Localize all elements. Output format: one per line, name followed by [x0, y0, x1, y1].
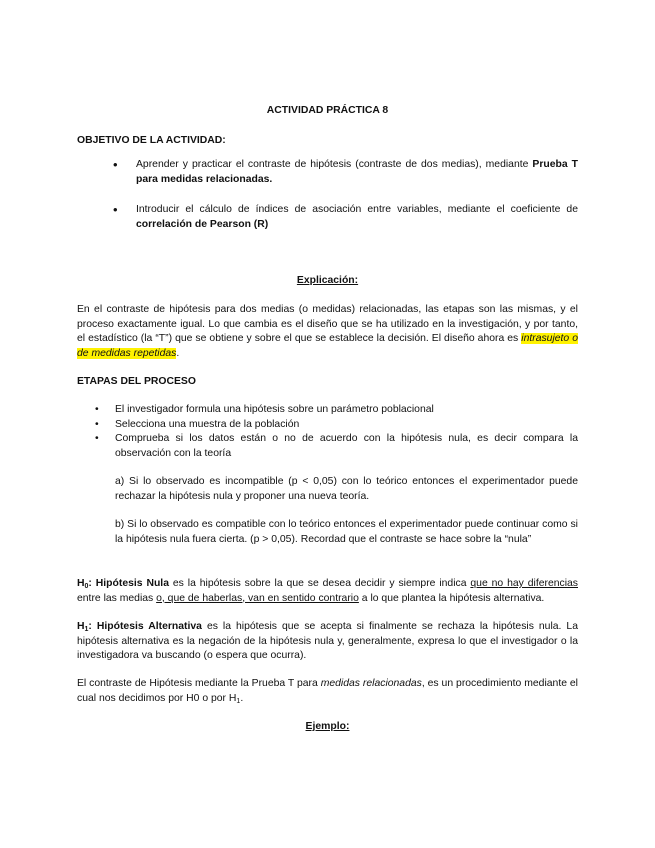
etapa-option-a: a) Si lo observado es incompatible (p < 0,05) con lo teórico entonces el experimentador puede rechazar la hipótesis nula y proponer una nueva teoría.	[115, 476, 578, 502]
ejemplo-heading: Ejemplo:	[305, 721, 350, 732]
explicacion-paragraph	[77, 303, 578, 361]
bullet-icon: •	[113, 157, 118, 172]
list-item	[95, 403, 578, 418]
bullet-icon: •	[113, 202, 118, 217]
highlighted-text: intrasujeto o de medidas repetidas	[77, 333, 578, 359]
h1-label: : Hipótesis Alternativa	[88, 621, 202, 632]
h0-text: a lo que plantea la hipótesis alternativa.	[358, 592, 545, 604]
etapa-option-b: b) Si lo observado es compatible con lo teórico entonces el experimentador puede continuar como si la hipótesis nula fuera cierta. (p > 0,05). Recordad que el contraste se hace sobre la “nula”	[115, 519, 578, 545]
h1-text: es la hipótesis que se acepta si finalmente se rechaza la hipótesis nula. La hipótesis alternativa es la negación de la hipótesis nula y, generalmente, expresa lo que el investigador o la investigadora va buscando (o espera que ocurra).	[77, 621, 578, 661]
h0-letter: H	[77, 578, 85, 589]
bullet-icon: •	[95, 433, 99, 444]
contraste-end: .	[240, 692, 244, 704]
h0-underline: que no hay diferencias	[470, 578, 578, 589]
contraste-text: , es un procedimiento mediante el cual nos decidimos por H0 o por H	[77, 678, 578, 704]
h0-text: es la hipótesis sobre la que se desea decidir y siempre indica	[168, 578, 471, 589]
explicacion-heading: Explicación:	[296, 275, 359, 286]
objective-item	[113, 203, 578, 232]
etapas-heading: ETAPAS DEL PROCESO	[77, 376, 196, 387]
explicacion-end: .	[176, 347, 180, 359]
h1-symbol	[77, 621, 202, 632]
h1-paragraph	[77, 620, 578, 664]
h0-underline: o, que de haberlas, van en sentido contrario	[156, 592, 359, 604]
etapas-list	[95, 403, 578, 461]
h0-subscript: 0	[84, 583, 89, 590]
bullet-icon: •	[95, 418, 99, 430]
objective-heading: OBJETIVO DE LA ACTIVIDAD:	[77, 135, 226, 146]
page-title: ACTIVIDAD PRÁCTICA 8	[266, 105, 389, 116]
objective-item-bold: Prueba T para medidas relacionadas.	[136, 159, 578, 185]
contraste-text: El contraste de Hipótesis mediante la Prueba T para	[77, 678, 321, 689]
objective-item-bold: correlación de Pearson (R)	[136, 218, 269, 230]
explicacion-text: En el contraste de hipótesis para dos medias (o medidas) relacionadas, las etapas son las mismas, y el proceso exactamente igual. Lo que cambia es el diseño que se ha utilizado en la investigación, y por tanto, el estadístico (la “T”) que se obtiene y sobre el que se establece la decisión. El diseño ahora es	[77, 304, 578, 344]
objective-item	[113, 158, 578, 187]
list-item	[95, 432, 578, 461]
contraste-subscript: 1	[236, 697, 241, 705]
h1-letter: H	[77, 621, 85, 632]
contraste-italic: medidas relacionadas	[320, 678, 422, 689]
list-item-text: Comprueba si los datos están o no de acuerdo con la hipótesis nula, es decir compara la observación con la teoría	[115, 433, 578, 459]
h0-label: : Hipótesis Nula	[88, 578, 169, 589]
list-item	[95, 418, 578, 433]
objective-item-text: Aprender y practicar el contraste de hipótesis (contraste de dos medias), mediante	[136, 159, 533, 170]
objective-item-text: Introducir el cálculo de índices de asociación entre variables, mediante el coeficiente de	[136, 204, 578, 215]
h0-paragraph	[77, 577, 578, 606]
list-item-text: El investigador formula una hipótesis sobre un parámetro poblacional	[115, 404, 434, 415]
bullet-icon: •	[95, 404, 99, 415]
h1-subscript: 1	[84, 626, 89, 633]
h0-text: entre las medias	[77, 592, 157, 604]
list-item-text: Selecciona una muestra de la población	[115, 418, 300, 430]
contraste-paragraph	[77, 677, 578, 706]
h0-symbol	[77, 578, 169, 589]
